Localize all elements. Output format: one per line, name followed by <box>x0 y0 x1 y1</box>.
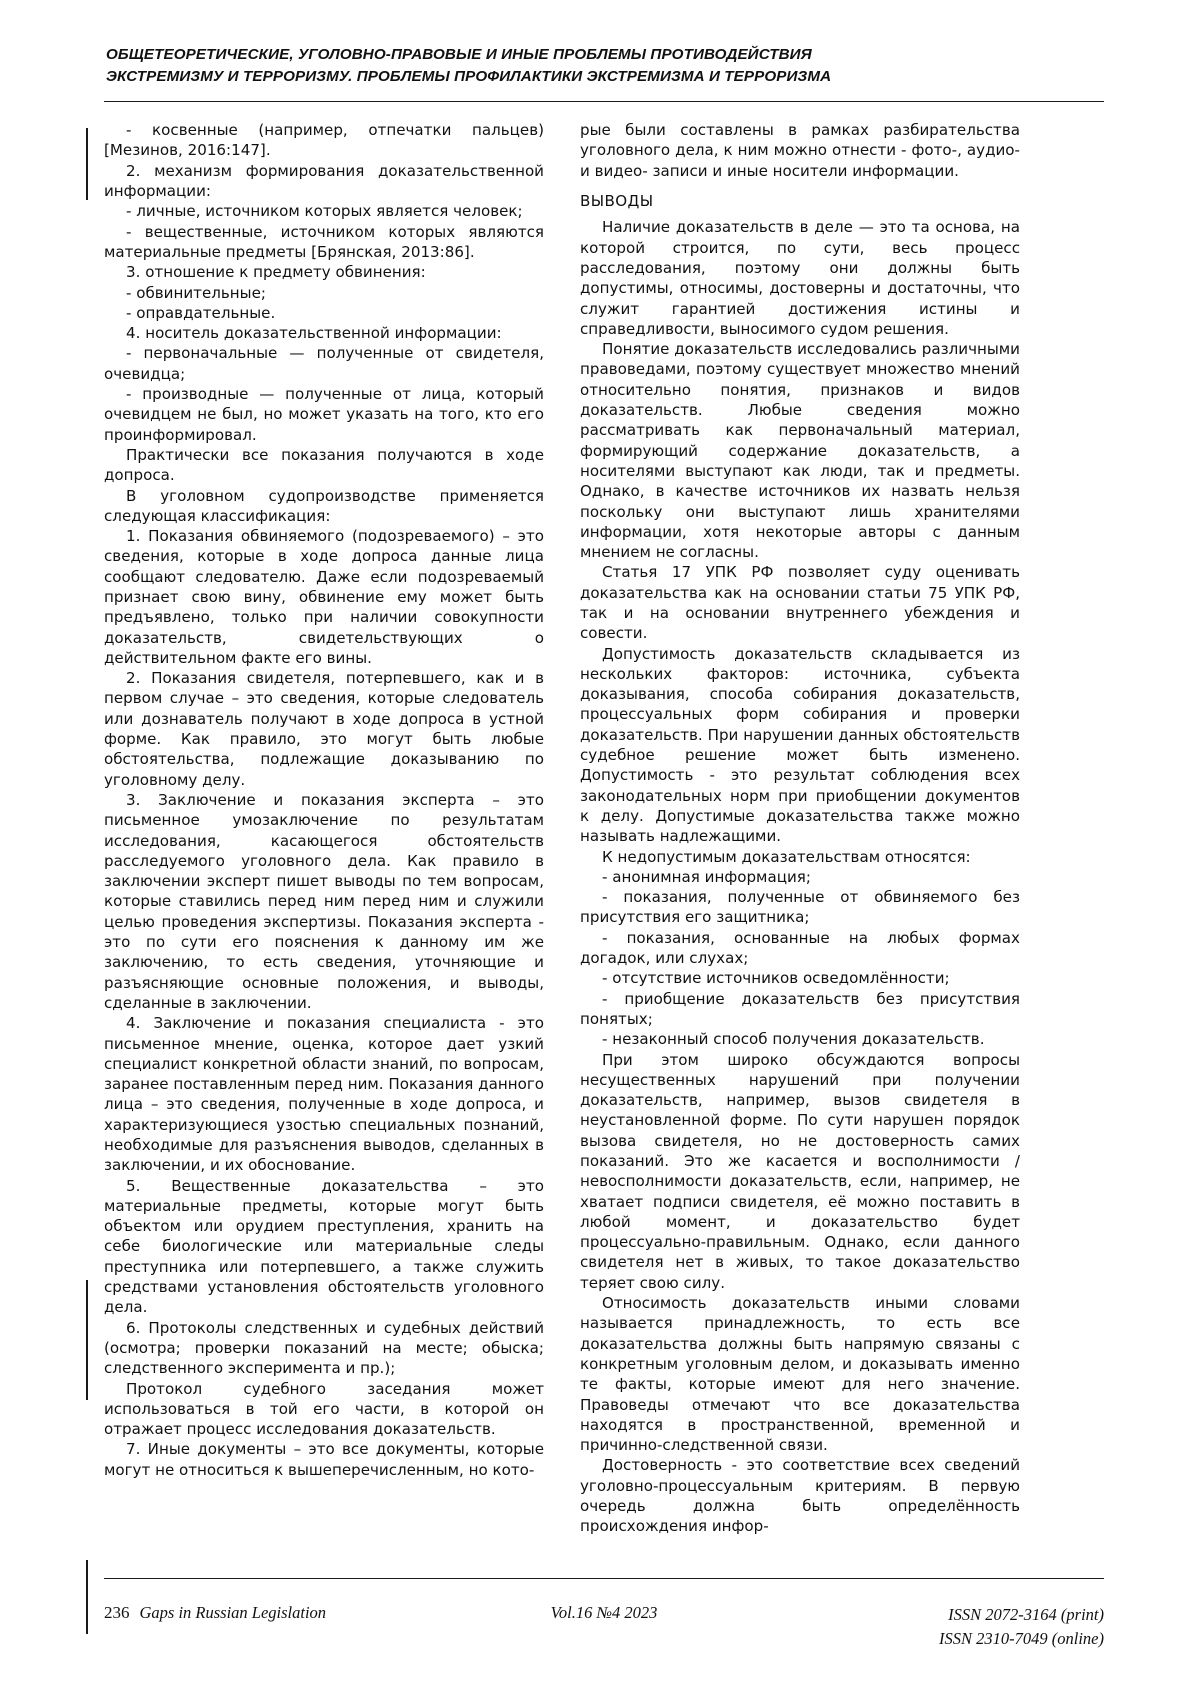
paragraph: 1. Показания обвиняемого (подозреваемого) – это сведения, которые в ходе допроса данные лица сообщают следователю. Даже если подозреваемый признает свою вину, обвинение ему может быть предъявлено, только при наличии совокупности доказательств, свидетельствующих о действительном факте его вины. <box>104 527 544 667</box>
footer-left <box>104 1603 434 1623</box>
paragraph: 5. Вещественные доказательства – это материальные предметы, которые могут быть объектом или орудием преступления, хранить на себе биологические или материальные следы преступника или потерпевшего, а также служить средствами установления обстоятельств уголовного дела. <box>104 1176 544 1317</box>
paragraph: Относимость доказательств иными словами называется принадлежность, то есть все доказательства должны быть напрямую связаны с конкретным уголовным делом, и доказывать именно те факты, которые имеют для него значение. Правоведы отмечают что все доказательства находятся в пространственной, временной и причинно-следственной связи. <box>580 1294 1020 1455</box>
paragraph: - отсутствие источников осведомлённости; <box>602 969 950 988</box>
body-columns <box>104 120 1104 1536</box>
paragraph: Практически все показания получаются в ходе допроса. <box>104 445 544 485</box>
paragraph: 6. Протоколы следственных и судебных действий (осмотра; проверки показаний на месте; обыска; следственного эксперимента и пр.); <box>104 1318 544 1378</box>
running-head-line-1: ОБЩЕТЕОРЕТИЧЕСКИЕ, УГОЛОВНО-ПРАВОВЫЕ И ИНЫЕ ПРОБЛЕМЫ ПРОТИВОДЕЙСТВИЯ <box>106 46 812 63</box>
issue-info: Vol.16 №4 2023 <box>550 1603 658 1623</box>
paragraph: 2. механизм формирования доказательственной информации: <box>104 161 544 201</box>
paragraph: - косвенные (например, отпечатки пальцев) [Мезинов, 2016:147]. <box>104 121 544 160</box>
paragraph: Достоверность - это соответствие всех сведений уголовно-процессуальным критериям. В первую очередь должна быть определённость происхождения инфор- <box>580 1456 1020 1536</box>
margin-bar-top <box>86 128 88 200</box>
paragraph: 3. Заключение и показания эксперта – это письменное умозаключение по результатам исследования, касающегося обстоятельств расследуемого уголовного дела. Как правило в заключении эксперт пишет выводы по тем вопросам, которые ставились перед ним перед ним и служили целью проведения экспертизы. Показания эксперта - это по сути его пояснения к данному им же заключению, то есть сведения, уточняющие и разъясняющие основные положения, и выводы, сделанные в заключении. <box>104 790 544 1012</box>
page-number: 236 <box>104 1603 130 1623</box>
section-heading-conclusions: ВЫВОДЫ <box>580 192 654 211</box>
paragraph: Допустимость доказательств складывается из нескольких факторов: источника, субъекта доказывания, способа собирания доказательств, процессуальных форм собирания и проверки доказательств. При нарушении данных обстоятельств судебное решение может быть изменено. Допустимость - это результат соблюдения всех законодательных норм при приобщении документов к делу. Допустимые доказательства также можно называть надлежащими. <box>580 644 1020 846</box>
paragraph: - личные, источником которых является человек; <box>126 202 523 221</box>
paragraph: - производные — полученные от лица, который очевидцем не был, но может указать на того, кто его проинформировал. <box>104 385 544 444</box>
footer-divider <box>104 1578 1104 1579</box>
paragraph: К недопустимым доказательствам относятся: <box>602 847 971 866</box>
paragraph: Наличие доказательств в деле — это та основа, на которой строится, по сути, весь процесс расследования, поэтому они должны быть допустимы, относимы, достоверны и достаточны, что служит гарантией достижения истины и справедливости, выносимого судом решения. <box>580 218 1020 338</box>
paragraph: 2. Показания свидетеля, потерпевшего, как и в первом случае – это сведения, которые следователь или дознаватель получают в ходе допроса в устной форме. Как правило, это могут быть любые обстоятельства, подлежащие доказыванию по уголовному делу. <box>104 669 544 789</box>
paragraph: 7. Иные документы – это все документы, которые могут не относиться к вышеперечисленным, но кото- <box>104 1440 544 1479</box>
paragraph: Протокол судебного заседания может использоваться в той его части, в которой он отражает процесс исследования доказательств. <box>104 1379 544 1439</box>
paragraph: - оправдательные. <box>126 303 276 322</box>
paragraph: - анонимная информация; <box>602 867 811 886</box>
issn-online: ISSN 2310-7049 (online) <box>939 1629 1104 1649</box>
paragraph: 4. носитель доказательственной информации: <box>126 324 502 343</box>
paragraph: Понятие доказательств исследовались различными правоведами, поэтому существует множество мнений относительно понятия, признаков и видов доказательств. Любые сведения можно рассматривать как первоначальный материал, формирующий содержание доказательств, а носителями выступают как люди, так и предметы. Однако, в качестве источников их назвать нельзя поскольку они выступают лишь хранителями информации, хотя некоторые авторы с данным мнением не согласны. <box>580 340 1020 562</box>
header-divider <box>104 101 1104 102</box>
paragraph: - первоначальные — полученные от свидетеля, очевидца; <box>104 344 544 383</box>
paragraph: 3. отношение к предмету обвинения: <box>126 263 426 282</box>
paragraph: Статья 17 УПК РФ позволяет суду оценивать доказательства как на основании статьи 75 УПК РФ, так и на основании внутреннего убеждения и совести. <box>580 563 1020 643</box>
left-column <box>104 120 544 1479</box>
margin-bar-middle <box>86 1280 88 1400</box>
footer-right <box>774 1603 1104 1651</box>
continuation-paragraph: рые были составлены в рамках разбирательства уголовного дела, к ним можно отнести - фото-, аудио- и видео- записи и иные носители информации. <box>580 121 1020 180</box>
paragraph: - незаконный способ получения доказательств. <box>602 1030 985 1049</box>
right-column <box>580 120 1020 1536</box>
paragraph: - показания, основанные на любых формах догадок, или слухах; <box>580 928 1020 968</box>
paragraph: 4. Заключение и показания специалиста - это письменное мнение, оценка, которое дает узкий специалист конкретной области знаний, по вопросам, заранее поставленным перед ним. Показания данного лица – это сведения, полученные в ходе допроса, и характеризующиеся узостью специальных познаний, необходимые для разъяснения выводов, сделанных в заключении, и их обоснование. <box>104 1014 544 1175</box>
running-head <box>106 44 1006 87</box>
page-footer <box>104 1603 1104 1651</box>
paragraph: - показания, полученные от обвиняемого без присутствия его защитника; <box>580 888 1020 927</box>
paragraph: - обвинительные; <box>126 283 266 302</box>
margin-bar-bottom <box>86 1560 88 1634</box>
issn-print: ISSN 2072-3164 (print) <box>948 1605 1104 1625</box>
running-head-line-2: ЭКСТРЕМИЗМУ И ТЕРРОРИЗМУ. ПРОБЛЕМЫ ПРОФИЛАКТИКИ ЭКСТРЕМИЗМА И ТЕРРОРИЗМА <box>106 67 832 85</box>
paragraph: - приобщение доказательств без присутствия понятых; <box>580 989 1020 1028</box>
journal-name: Gaps in Russian Legislation <box>139 1603 327 1623</box>
paragraph: - вещественные, источником которых являются материальные предметы [Брянская, 2013:86]. <box>104 222 544 261</box>
paragraph: При этом широко обсуждаются вопросы несущественных нарушений при получении доказательств, например, вызов свидетеля в неустановленной форме. По сути нарушен порядок вызова свидетеля, но не достоверность самих показаний. Это же касается и восполнимости /невосполнимости доказательств, если, например, не хватает подписи свидетеля, её можно поставить в любой момент, и доказательство будет процессуально-правильным. Однако, если данного свидетеля нет в живых, то такое доказательство теряет свою силу. <box>580 1050 1020 1292</box>
paragraph: В уголовном судопроизводстве применяется следующая классификация: <box>104 486 544 525</box>
